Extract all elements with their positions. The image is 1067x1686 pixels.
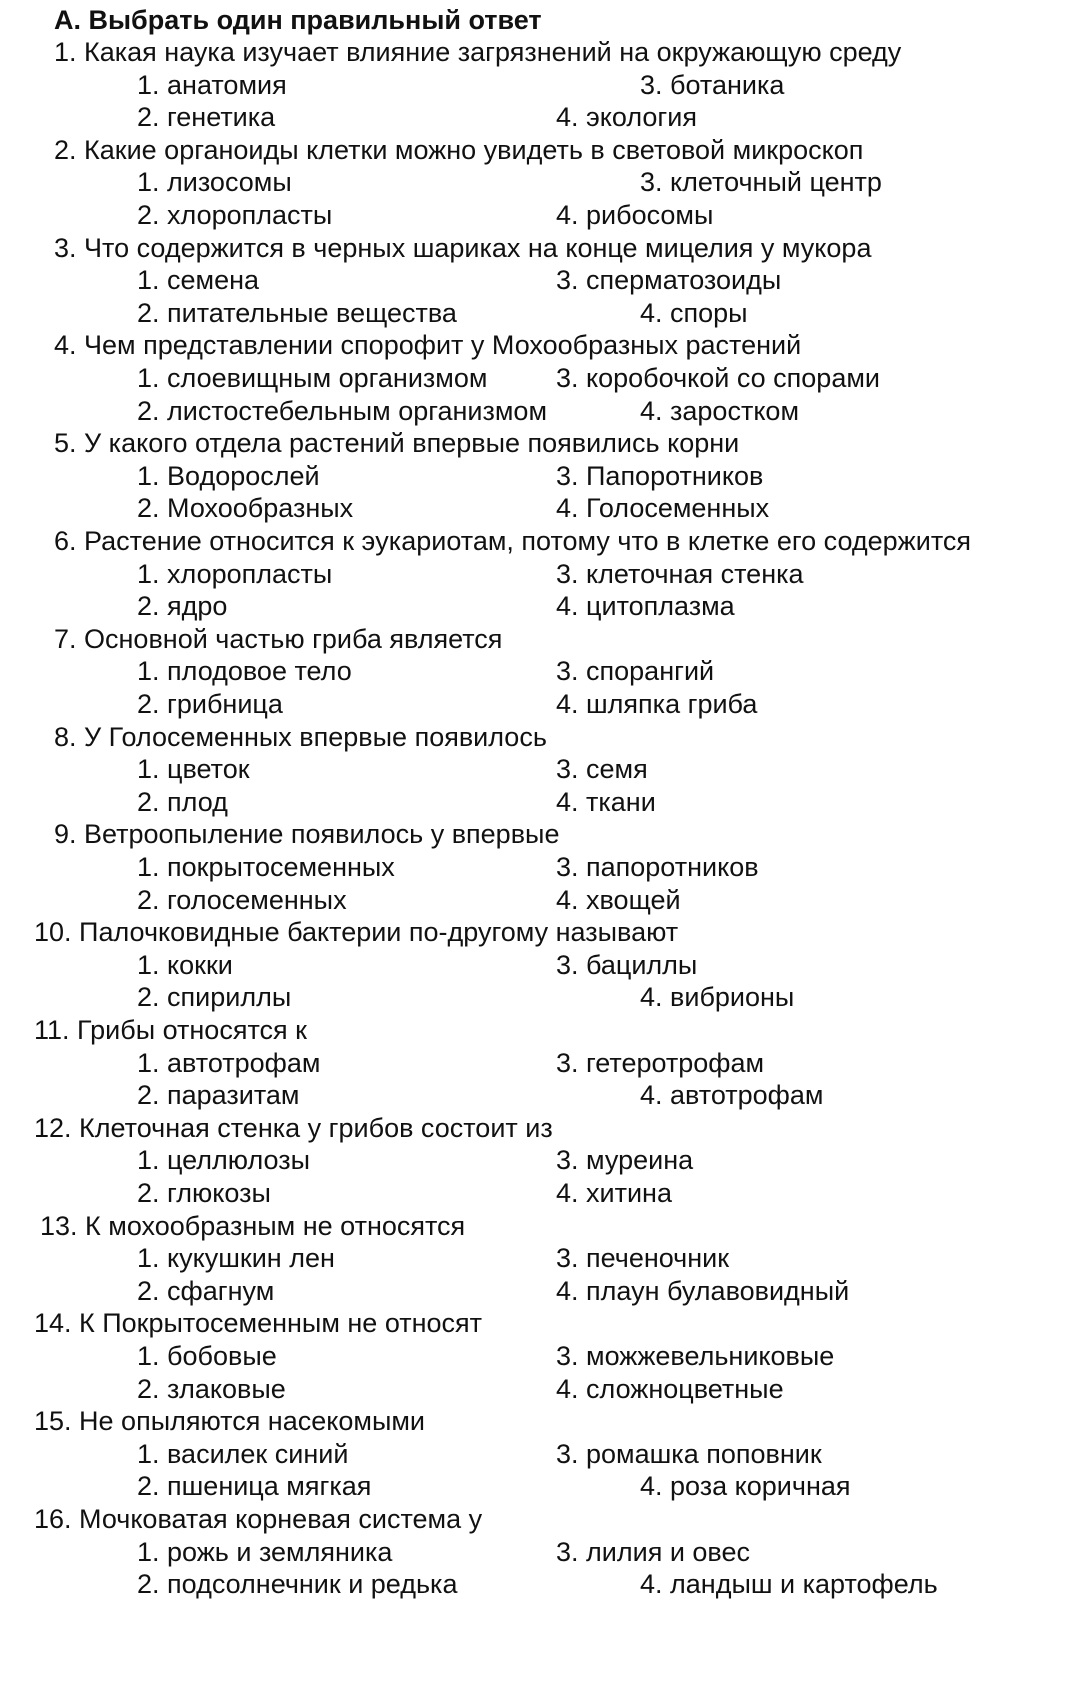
question-2-option: 2. хлоропласты [137,200,333,230]
question-3: 3. Что содержится в черных шариках на конце мицелия у мукора [54,232,872,263]
question-6-option: 2. ядро [137,591,228,622]
question-16-option: 2. подсолнечник и редька [137,1569,458,1600]
question-12-option: 4. хитина [556,1178,672,1208]
question-3-option: 3. сперматозоиды [556,265,782,296]
question-6: 6. Растение относится к эукариотам, потому что в клетке его содержится [54,526,971,556]
question-15-option: 3. ромашка поповник [556,1438,822,1469]
question-15: 15. Не опыляются насекомыми [34,1406,425,1437]
question-10-option: 1. кокки [137,949,233,980]
question-10-option: 4. вибрионы [640,982,795,1013]
question-4: 4. Чем представлении спорофит у Мохообразных растений [54,330,802,361]
question-13-option: 2. сфагнум [137,1275,275,1306]
question-7-option: 1. плодовое тело [137,656,352,687]
question-11: 11. Грибы относятся к [34,1015,307,1045]
question-1-option: 4. экология [556,102,697,133]
question-14-option: 1. бобовые [137,1341,277,1371]
question-2-option: 1. лизосомы [137,167,292,198]
question-4-option: 3. коробочкой со спорами [556,363,880,393]
question-5-option: 1. Водорослей [137,460,320,491]
question-3-option: 4. споры [640,297,748,328]
question-12-option: 3. муреина [556,1145,694,1176]
question-1: 1. Какая наука изучает влияние загрязнений на окружающую среду [54,37,902,67]
question-12-option: 1. целлюлозы [137,1145,311,1176]
question-15-option: 2. пшеница мягкая [137,1471,372,1502]
question-9-option: 4. хвощей [556,884,681,915]
question-5-option: 2. Мохообразных [137,493,354,524]
question-16: 16. Мочковатая корневая система у [34,1504,483,1534]
question-11-option: 4. автотрофам [640,1080,824,1111]
question-9: 9. Ветроопыление появилось у впервые [54,819,560,850]
question-13-option: 1. кукушкин лен [137,1243,335,1274]
question-8-option: 2. плод [137,786,228,817]
question-3-option: 2. питательные вещества [137,297,457,328]
question-2-option: 3. клеточный центр [640,167,882,198]
question-8-option: 1. цветок [137,754,250,785]
question-1-option: 2. генетика [137,102,276,133]
question-16-option: 4. ландыш и картофель [640,1569,938,1600]
question-15-option: 1. василек синий [137,1438,349,1469]
question-14: 14. К Покрытосеменным не относят [34,1308,483,1339]
question-11-option: 2. паразитам [137,1080,300,1111]
question-9-option: 1. покрытосеменных [137,852,395,882]
question-6-option: 1. хлоропласты [137,558,333,589]
section-heading: А. Выбрать один правильный ответ [54,5,542,35]
question-10-option: 3. бациллы [556,949,698,980]
question-8-option: 4. ткани [556,786,656,817]
question-9-option: 3. папоротников [556,852,759,882]
question-12: 12. Клеточная стенка у грибов состоит из [34,1112,553,1143]
question-8: 8. У Голосеменных впервые появилось [54,721,547,752]
question-5-option: 4. Голосеменных [556,493,770,524]
question-3-option: 1. семена [137,265,260,296]
question-9-option: 2. голосеменных [137,884,347,915]
question-8-option: 3. семя [556,754,648,785]
question-5: 5. У какого отдела растений впервые появились корни [54,428,740,459]
question-6-option: 4. цитоплазма [556,591,735,622]
question-13: 13. К мохообразным не относятся [40,1210,466,1241]
question-14-option: 2. злаковые [137,1373,286,1404]
question-2-option: 4. рибосомы [556,200,714,230]
question-14-option: 3. можжевельниковые [556,1341,835,1371]
question-10-option: 2. спириллы [137,982,292,1013]
question-15-option: 4. роза коричная [640,1471,851,1502]
question-11-option: 3. гетеротрофам [556,1047,765,1078]
question-7-option: 2. грибница [137,689,283,719]
question-7-option: 4. шляпка гриба [556,689,758,719]
question-13-option: 4. плаун булавовидный [556,1275,850,1306]
question-10: 10. Палочковидные бактерии по-другому называют [34,917,679,948]
question-4-option: 1. слоевищным организмом [137,363,488,393]
question-4-option: 2. листостебельным организмом [137,395,548,426]
question-11-option: 1. автотрофам [137,1047,321,1078]
question-16-option: 1. рожь и земляника [137,1536,393,1567]
question-1-option: 3. ботаника [640,69,785,100]
question-12-option: 2. глюкозы [137,1178,271,1208]
question-4-option: 4. заростком [640,395,800,426]
question-13-option: 3. печеночник [556,1243,730,1274]
question-7-option: 3. спорангий [556,656,715,687]
question-16-option: 3. лилия и овес [556,1536,750,1567]
question-7: 7. Основной частью гриба является [54,623,503,654]
question-2: 2. Какие органоиды клетки можно увидеть в световой микроскоп [54,134,864,165]
question-14-option: 4. сложноцветные [556,1373,784,1404]
question-6-option: 3. клеточная стенка [556,558,804,589]
question-1-option: 1. анатомия [137,69,287,100]
question-5-option: 3. Папоротников [556,460,764,491]
